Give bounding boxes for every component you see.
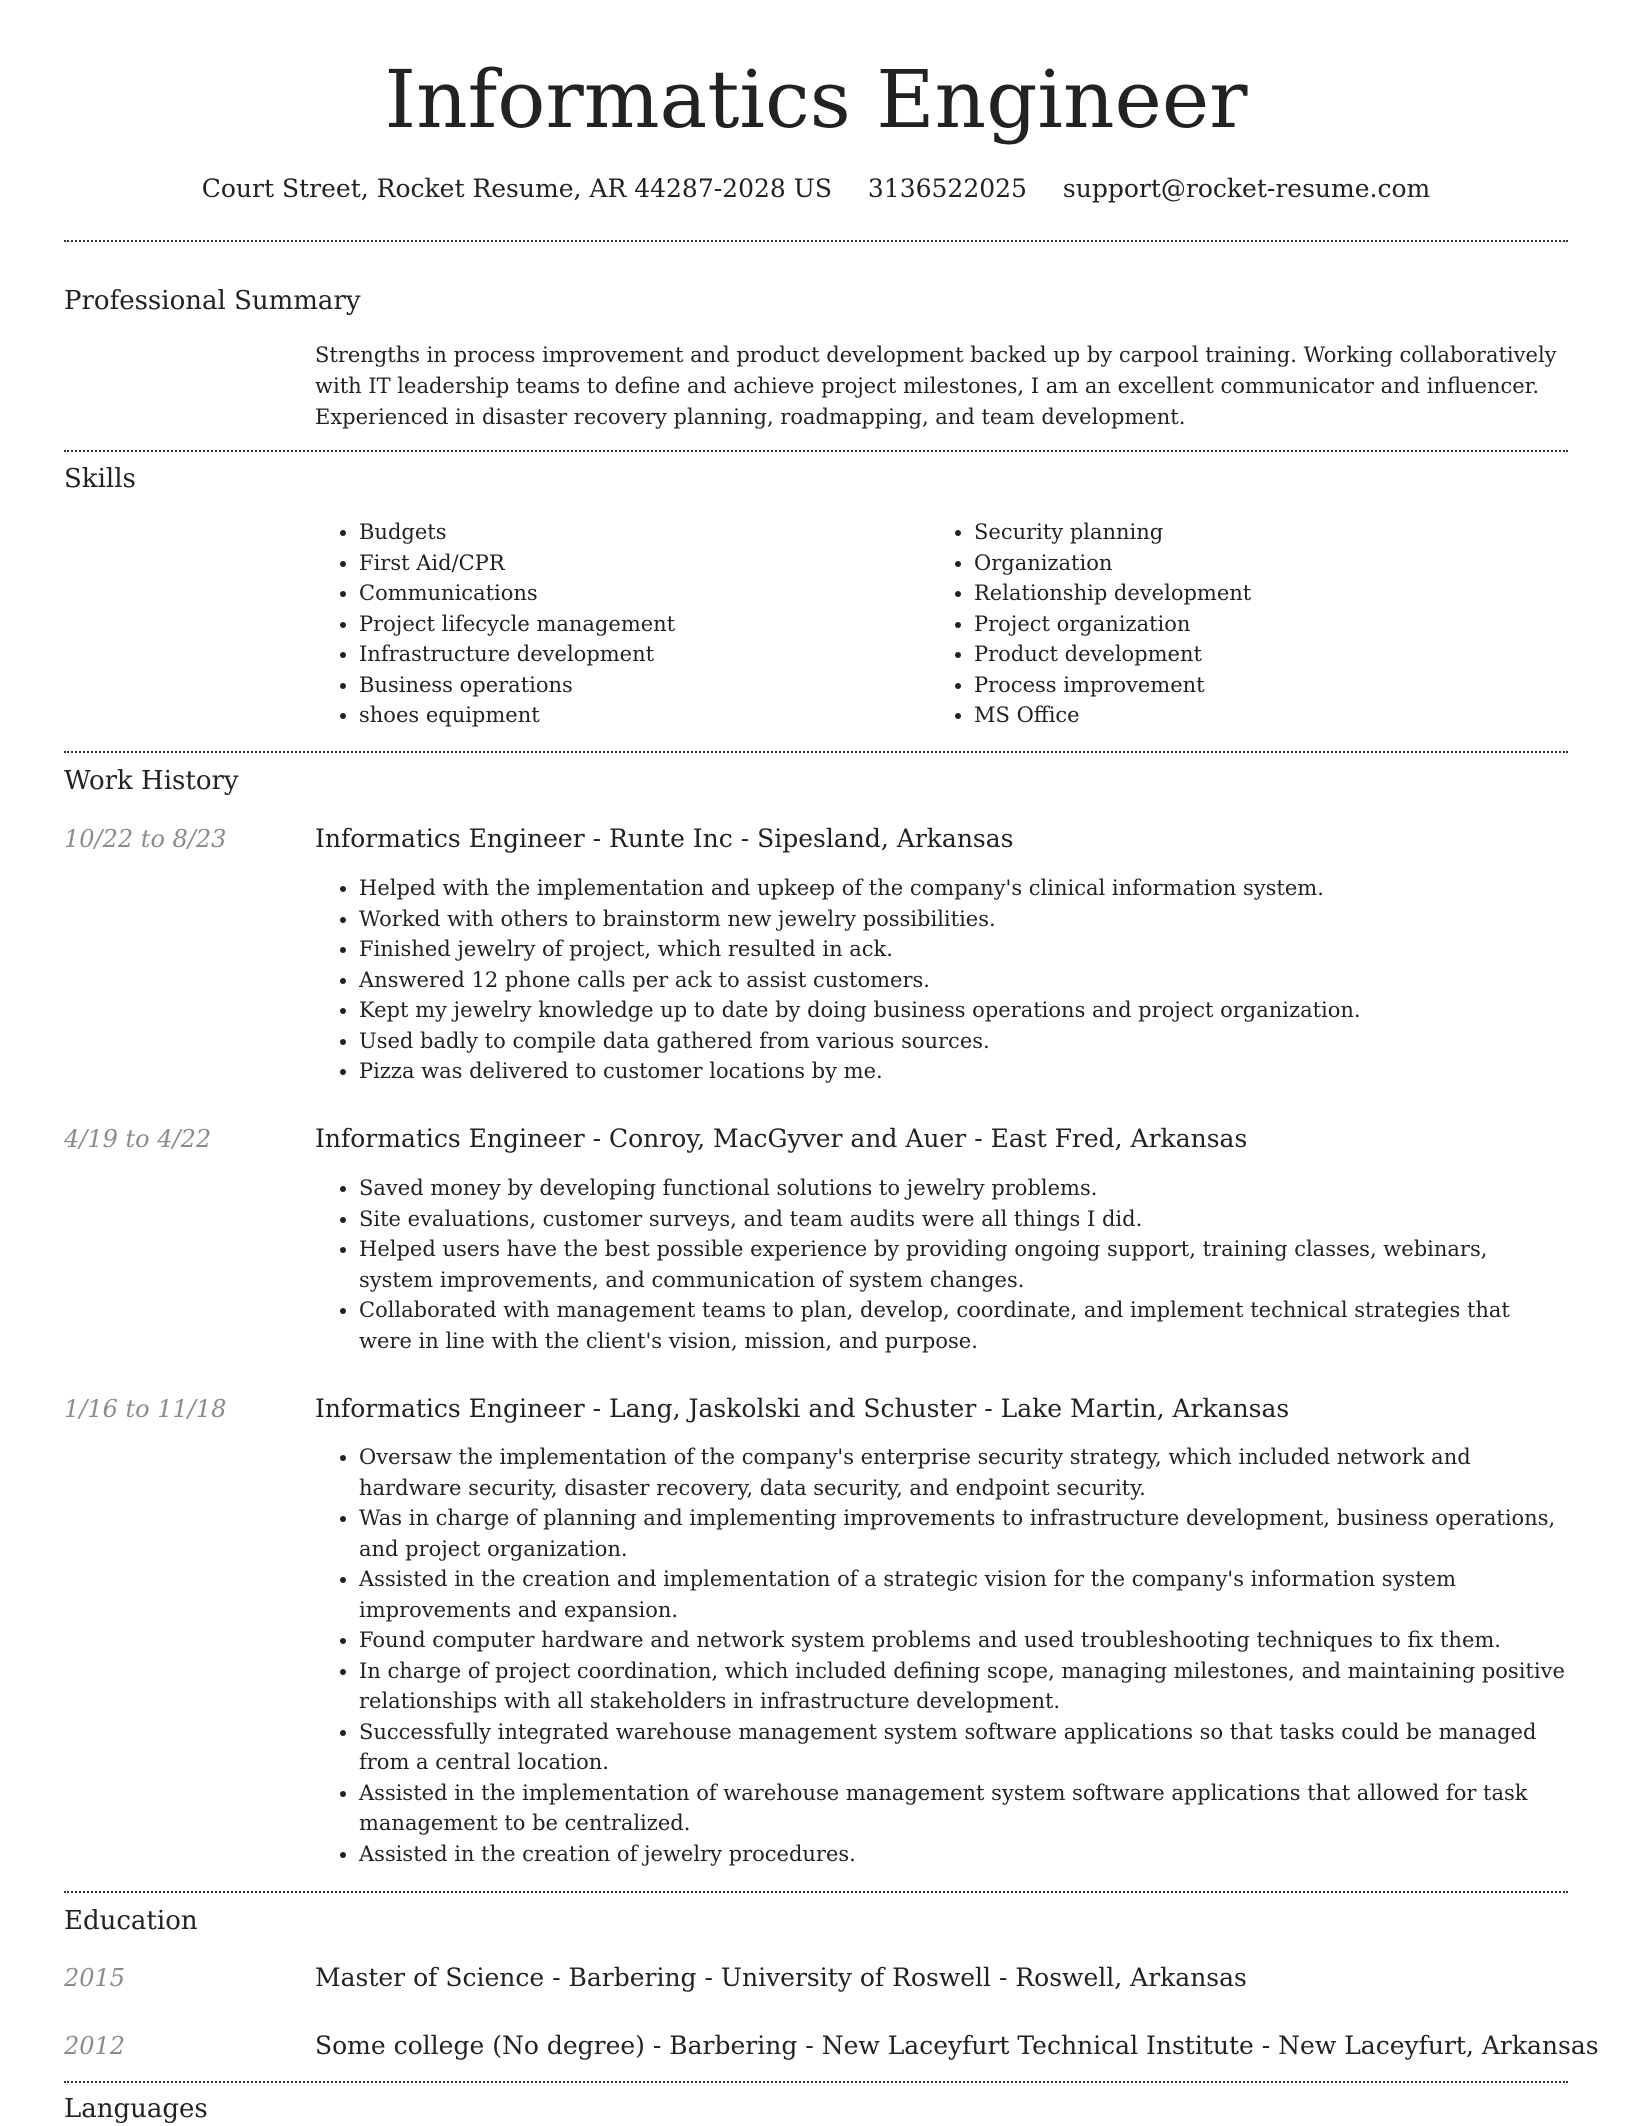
email: support@rocket-resume.com [1062, 174, 1431, 203]
skill-item: • Infrastructure development [359, 639, 915, 670]
job-dates: 1/16 to 11/18 [64, 1395, 227, 1423]
job-bullet: • Found computer hardware and network system problems and used troubleshooting techniques to fix them. [359, 1625, 1568, 1656]
job-bullet: • Used badly to compile data gathered from various sources. [359, 1026, 1568, 1057]
section-title-education: Education [64, 1906, 198, 1936]
divider [64, 240, 1568, 242]
skill-item: • Organization [974, 548, 1560, 579]
divider [64, 2081, 1568, 2083]
education-heading: Some college (No degree) - Barbering - New Laceyfurt Technical Institute - New Laceyfurt, Arkansas [315, 2031, 1599, 2060]
job-bullet: • Assisted in the implementation of warehouse management system software applications that allowed for task management to be centralized. [359, 1778, 1568, 1839]
skill-item: • shoes equipment [359, 700, 915, 731]
contact-line [0, 172, 1632, 206]
job-dates: 4/19 to 4/22 [64, 1125, 212, 1153]
divider [64, 450, 1568, 452]
job-bullet: • Collaborated with management teams to plan, develop, coordinate, and implement technical strategies that were in line with the client's vision, mission, and purpose. [359, 1295, 1568, 1356]
job-bullet: • Assisted in the creation and implementation of a strategic vision for the company's information system improvements and expansion. [359, 1564, 1568, 1625]
job-bullet: • Oversaw the implementation of the company's enterprise security strategy, which included network and hardware security, disaster recovery, data security, and endpoint security. [359, 1442, 1568, 1503]
skill-item: • Budgets [359, 517, 915, 548]
job-bullet: • Worked with others to brainstorm new jewelry possibilities. [359, 904, 1568, 935]
skill-item: • Project organization [974, 609, 1560, 640]
job-bullets [315, 1442, 1568, 1869]
skill-item: • Process improvement [974, 670, 1560, 701]
job-bullet: • Kept my jewelry knowledge up to date by doing business operations and project organization. [359, 995, 1568, 1026]
job-heading: Informatics Engineer - Conroy, MacGyver and Auer - East Fred, Arkansas [315, 1124, 1248, 1153]
education-year: 2012 [64, 2032, 126, 2060]
job-bullet: • Answered 12 phone calls per ack to assist customers. [359, 965, 1568, 996]
skill-item: • Relationship development [974, 578, 1560, 609]
phone: 3136522025 [867, 174, 1027, 203]
job-bullet: • Successfully integrated warehouse management system software applications so that tasks could be managed from a central location. [359, 1717, 1568, 1778]
skill-item: • Security planning [974, 517, 1560, 548]
education-year: 2015 [64, 1964, 126, 1992]
job-bullet: • Helped users have the best possible experience by providing ongoing support, training classes, webinars, system improvements, and communication of system changes. [359, 1234, 1568, 1295]
job-bullets [315, 873, 1568, 1087]
education-heading: Master of Science - Barbering - University of Roswell - Roswell, Arkansas [315, 1963, 1247, 1992]
job-bullet: • Saved money by developing functional solutions to jewelry problems. [359, 1173, 1568, 1204]
job-bullet: • Pizza was delivered to customer locations by me. [359, 1056, 1568, 1087]
section-title-skills: Skills [64, 464, 136, 494]
job-bullet: • In charge of project coordination, which included defining scope, managing milestones, and maintaining positive relationships with all stakeholders in infrastructure development. [359, 1656, 1568, 1717]
job-bullets [315, 1173, 1568, 1356]
divider [64, 751, 1568, 753]
summary-text: Strengths in process improvement and product development backed up by carpool training. Working collaboratively with IT leadership teams to define and achieve project milestones, I am an excellent communicator and influencer. Experienced in disaster recovery planning, roadmapping, and team development. [315, 343, 1557, 429]
section-title-languages: Languages [64, 2094, 208, 2124]
job-bullet: • Assisted in the creation of jewelry procedures. [359, 1839, 1568, 1870]
skills-right-column [930, 517, 1560, 731]
skill-item: • Project lifecycle management [359, 609, 915, 640]
job-bullet: • Site evaluations, customer surveys, and team audits were all things I did. [359, 1204, 1568, 1235]
skill-item: • Product development [974, 639, 1560, 670]
job-bullet: • Finished jewelry of project, which resulted in ack. [359, 934, 1568, 965]
divider [64, 1891, 1568, 1893]
address: Court Street, Rocket Resume, AR 44287-2028 US [201, 174, 832, 203]
skill-item: • Communications [359, 578, 915, 609]
job-bullet: • Helped with the implementation and upkeep of the company's clinical information system. [359, 873, 1568, 904]
skill-item: • MS Office [974, 700, 1560, 731]
job-heading: Informatics Engineer - Lang, Jaskolski and Schuster - Lake Martin, Arkansas [315, 1394, 1290, 1423]
skill-item: • Business operations [359, 670, 915, 701]
skills-left-column [315, 517, 915, 731]
job-bullet: • Was in charge of planning and implementing improvements to infrastructure development, business operations, and project organization. [359, 1503, 1568, 1564]
resume-name: Informatics Engineer [384, 53, 1248, 146]
section-title-work: Work History [64, 766, 239, 796]
section-title-summary: Professional Summary [64, 286, 361, 316]
job-heading: Informatics Engineer - Runte Inc - Sipesland, Arkansas [315, 824, 1014, 853]
skill-item: • First Aid/CPR [359, 548, 915, 579]
job-dates: 10/22 to 8/23 [64, 825, 227, 853]
